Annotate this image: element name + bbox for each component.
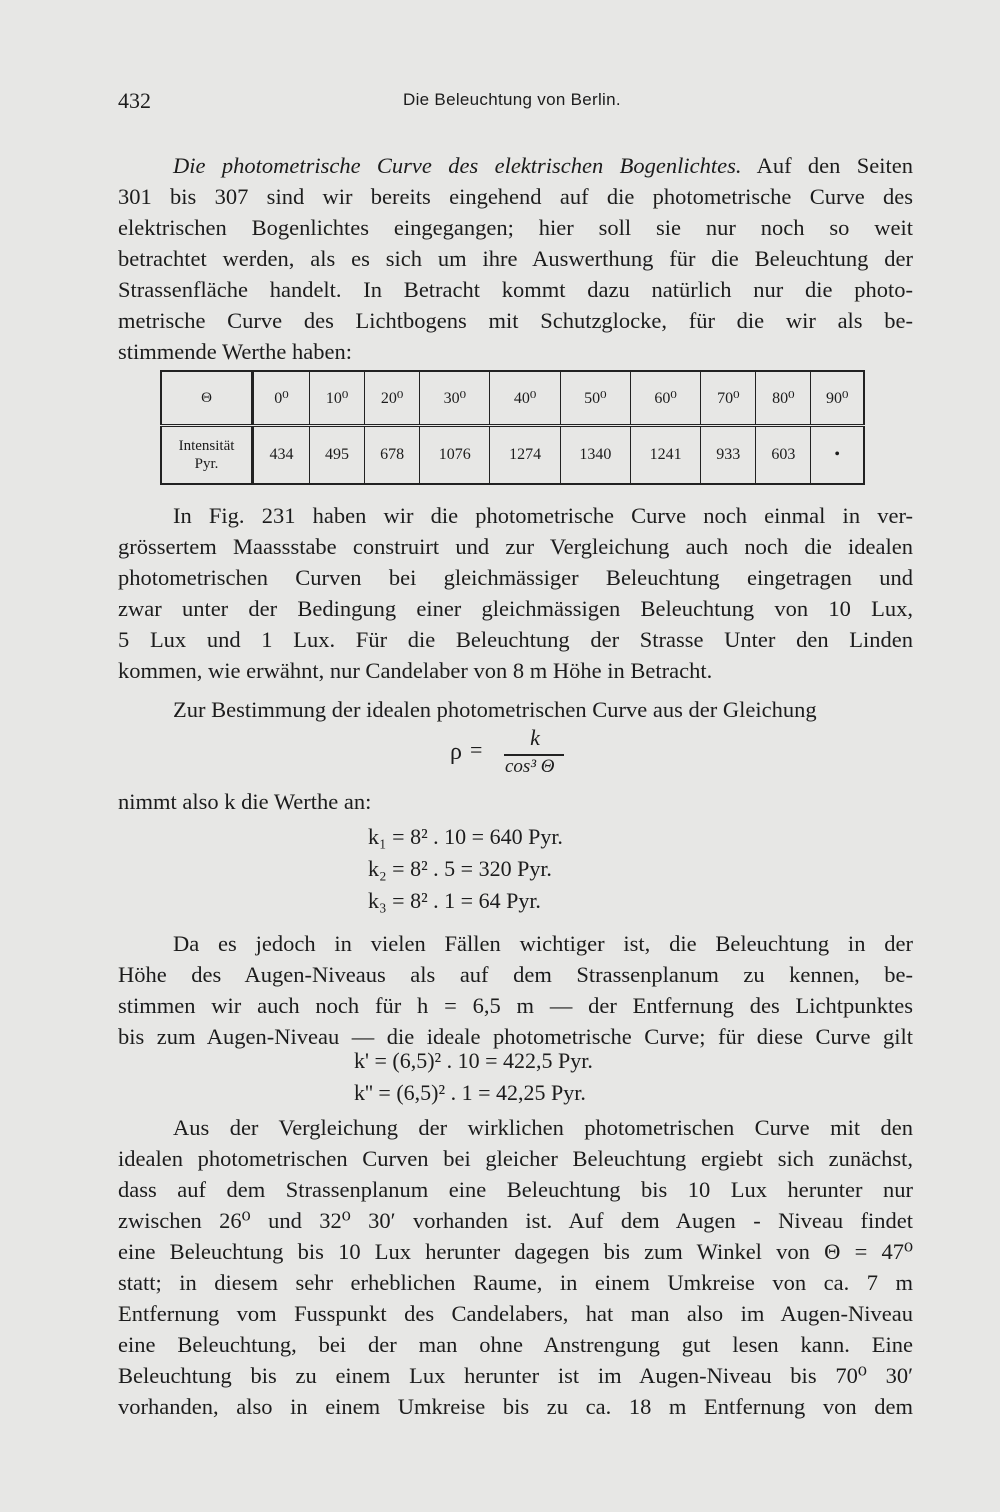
text-line: Strassenfläche handelt. In Betracht kommt dazu natürlich nur die photo- <box>118 277 913 302</box>
angle-cell: 40⁰ <box>490 371 560 426</box>
intensity-header-cell <box>161 426 253 484</box>
angle-cell: 60⁰ <box>630 371 700 426</box>
section-heading-italic: Die photometrische Curve des elektrischen Bogenlichtes. <box>173 153 742 178</box>
equation-k-prime: k' = (6,5)² . 10 = 422,5 Pyr. <box>354 1048 593 1073</box>
theta-header-cell: Θ <box>161 371 253 426</box>
text-line: metrische Curve des Lichtbogens mit Schutzglocke, für die wir als be- <box>118 308 913 333</box>
text-line: statt; in diesem sehr erheblichen Raume, in einem Umkreise von ca. 7 m <box>118 1270 913 1295</box>
angle-cell: 0⁰ <box>253 371 310 426</box>
text-line: stimmen wir auch noch für h = 6,5 m — der Entfernung des Lichtpunktes <box>118 993 913 1018</box>
equation-k1: k₁ = 8² . 10 = 640 Pyr. <box>368 824 563 849</box>
text-line: dass auf dem Strassenplanum eine Beleuchtung bis 10 Lux herunter nur <box>118 1177 913 1202</box>
intensity-cell: 1340 <box>560 426 630 484</box>
text-line: eine Beleuchtung, bei der man ohne Anstrengung gut lesen kann. Eine <box>118 1332 913 1357</box>
rho-symbol: ρ <box>450 739 462 765</box>
text-line: Beleuchtung bis zu einem Lux herunter ist im Augen-Niveau bis 70⁰ 30′ <box>118 1363 913 1388</box>
intensity-cell: 1241 <box>630 426 700 484</box>
angle-cell: 30⁰ <box>420 371 490 426</box>
text-line: Da es jedoch in vielen Fällen wichtiger ist, die Beleuchtung in der <box>173 931 913 956</box>
text-line: 301 bis 307 sind wir bereits eingehend auf die photometrische Curve des <box>118 184 913 209</box>
intensity-cell: • <box>811 426 864 484</box>
text-line: zwischen 26⁰ und 32⁰ 30′ vorhanden ist. Auf dem Augen - Niveau findet <box>118 1208 913 1233</box>
paragraph-bestimmung <box>118 694 913 725</box>
equals-sign: = <box>470 737 483 762</box>
equation-k2: k₂ = 8² . 5 = 320 Pyr. <box>368 856 552 881</box>
angle-cell: 50⁰ <box>560 371 630 426</box>
intensity-cell: 434 <box>253 426 310 484</box>
text-line: idealen photometrischen Curven bei gleicher Beleuchtung ergiebt sich zunächst, <box>118 1146 913 1171</box>
intensity-cell: 603 <box>756 426 811 484</box>
angle-cell: 80⁰ <box>756 371 811 426</box>
text-line <box>118 150 913 181</box>
text-line: Entfernung vom Fusspunkt des Candelabers, hat man also im Augen-Niveau <box>118 1301 913 1326</box>
intensity-cell: 1274 <box>490 426 560 484</box>
text-line: grössertem Maassstabe construirt und zur Vergleichung auch noch die idealen <box>118 534 913 559</box>
text-line: In Fig. 231 haben wir die photometrische Curve noch einmal in ver- <box>173 503 913 528</box>
text-line: Zur Bestimmung der idealen photometrischen Curve aus der Gleichung <box>173 697 817 722</box>
fraction-numerator: k <box>530 725 540 750</box>
table-row-angles <box>161 371 864 426</box>
paragraph-k-values-intro <box>118 786 913 817</box>
text-line: nimmt also k die Werthe an: <box>118 789 372 814</box>
paragraph-augen-niveau <box>118 928 913 1052</box>
text-line: elektrischen Bogenlichtes eingegangen; hier soll sie nur noch so weit <box>118 215 913 240</box>
angle-cell: 10⁰ <box>309 371 364 426</box>
text-line: 5 Lux und 1 Lux. Für die Beleuchtung der Strasse Unter den Linden <box>118 627 913 652</box>
text-line: kommen, wie erwähnt, nur Candelaber von 8 m Höhe in Betracht. <box>118 658 713 683</box>
fraction-denominator: cos³ Θ <box>505 756 555 777</box>
page-header <box>118 88 913 118</box>
angle-cell: 90⁰ <box>811 371 864 426</box>
text-line: photometrischen Curven bei gleichmässiger Beleuchtung eingetragen und <box>118 565 913 590</box>
intensity-cell: 495 <box>309 426 364 484</box>
angle-cell: 20⁰ <box>365 371 420 426</box>
text-span: Auf den Seiten <box>756 153 913 178</box>
text-line: Höhe des Augen-Niveaus als auf dem Strassenplanum zu kennen, be- <box>118 962 913 987</box>
paragraph-fig-231 <box>118 500 913 686</box>
text-line: eine Beleuchtung bis 10 Lux herunter dagegen bis zum Winkel von Θ = 47⁰ <box>118 1239 913 1264</box>
page-number: 432 <box>118 88 151 113</box>
intensity-cell: 678 <box>365 426 420 484</box>
unit-label: Pyr. <box>194 456 219 473</box>
intensity-cell: 1076 <box>420 426 490 484</box>
intensity-table <box>160 370 865 485</box>
paragraph-vergleichung <box>118 1112 913 1422</box>
paragraph-photometric-curve-intro <box>118 150 913 367</box>
text-line: vorhanden, also in einem Umkreise bis zu ca. 18 m Entfernung von dem <box>118 1394 913 1419</box>
text-line: zwar unter der Bedingung einer gleichmässigen Beleuchtung von 10 Lux, <box>118 596 913 621</box>
equation-k-double-prime: k'' = (6,5)² . 1 = 42,25 Pyr. <box>354 1080 586 1105</box>
text-line: betrachtet werden, als es sich um ihre Auswerthung für die Beleuchtung der <box>118 246 913 271</box>
table-row-intensities <box>161 426 864 484</box>
text-line: stimmende Werthe haben: <box>118 339 352 364</box>
text-line: bis zum Augen-Niveau — die ideale photometrische Curve; für diese Curve gilt <box>118 1024 913 1049</box>
running-title: Die Beleuchtung von Berlin. <box>403 90 621 109</box>
equation-k3: k₃ = 8² . 1 = 64 Pyr. <box>368 888 541 913</box>
angle-cell: 70⁰ <box>701 371 756 426</box>
intensity-cell: 933 <box>701 426 756 484</box>
intensity-label: Intensität <box>178 438 235 455</box>
formula-rho <box>450 725 610 785</box>
text-line: Aus der Vergleichung der wirklichen photometrischen Curve mit den <box>173 1115 913 1140</box>
